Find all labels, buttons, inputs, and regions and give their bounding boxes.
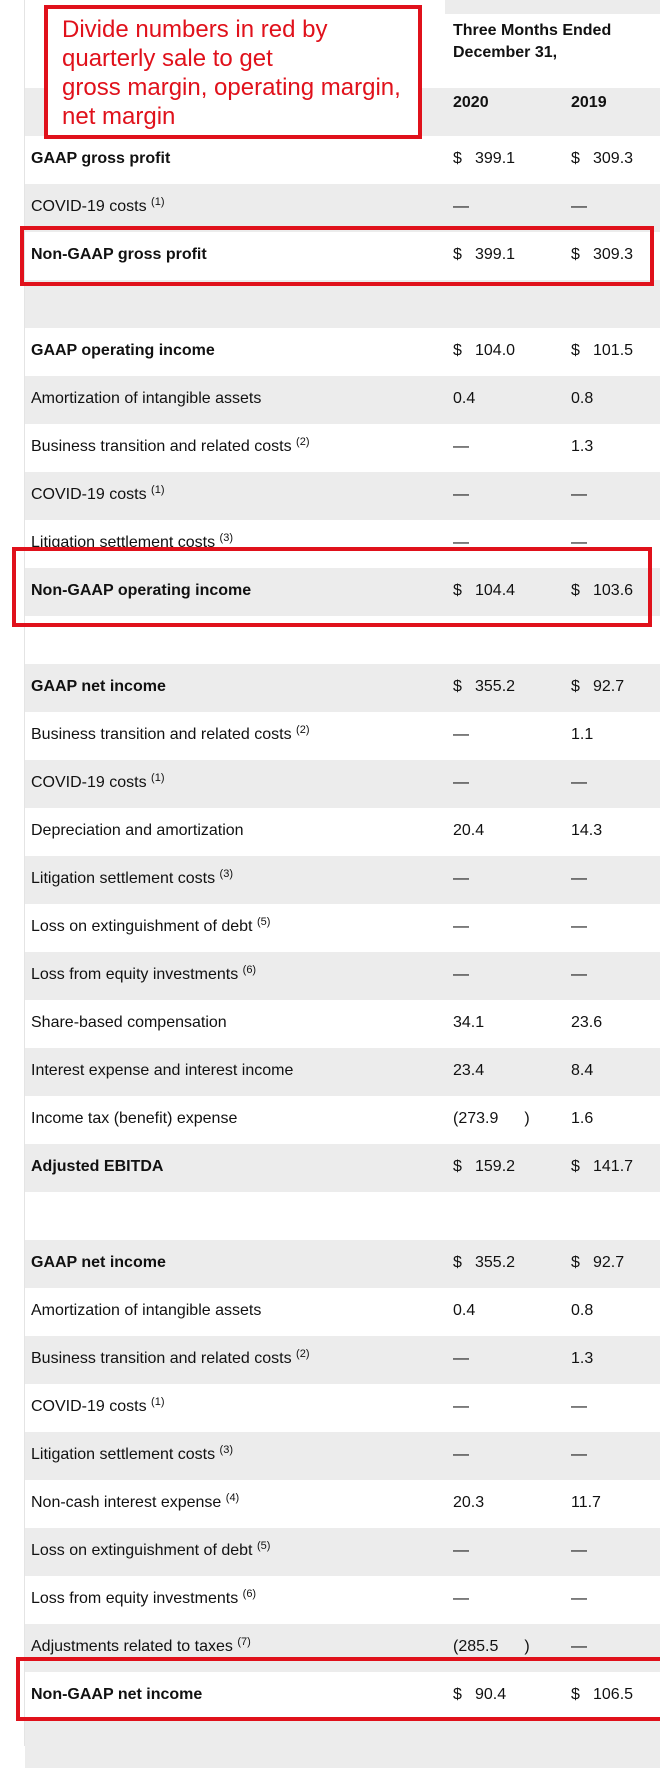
value-text: —: [453, 966, 469, 983]
value-2020: [453, 774, 469, 792]
value-text: 355.2: [475, 678, 516, 695]
row-label-text: Business transition and related costs: [31, 438, 292, 455]
value-text: 355.2: [475, 1254, 516, 1271]
value-2020: [453, 486, 469, 504]
row-label: [31, 1350, 310, 1368]
table-row: [25, 1528, 660, 1576]
footnote-ref: (3): [219, 532, 233, 544]
row-label: [31, 1062, 293, 1080]
table-row: [25, 1480, 660, 1528]
value-text: 0.4: [453, 1302, 476, 1319]
row-label-text: COVID-19 costs: [31, 486, 147, 503]
value-2020: [453, 966, 469, 984]
table-row: [25, 1096, 660, 1144]
table-row: [25, 424, 660, 472]
value-2019: [571, 1014, 602, 1032]
value-text: —: [453, 918, 469, 935]
row-label-text: Share-based compensation: [31, 1014, 227, 1031]
value-text: —: [453, 438, 469, 455]
value-2020: [453, 1110, 530, 1128]
row-label: [31, 918, 270, 936]
currency-symbol: $: [571, 246, 580, 263]
row-label: [31, 198, 165, 216]
table-row: [25, 1432, 660, 1480]
row-label: [31, 1542, 270, 1560]
value-text: 23.4: [453, 1062, 485, 1079]
row-label-text: Depreciation and amortization: [31, 822, 244, 839]
table-row: [25, 1192, 660, 1240]
currency-symbol: $: [453, 1158, 462, 1175]
value-2020: [453, 1542, 469, 1560]
table-row: [25, 808, 660, 856]
value-text: —: [571, 534, 587, 551]
year-2019-heading: 2019: [571, 94, 607, 111]
table-row: [25, 1720, 660, 1768]
row-label: [31, 1638, 251, 1656]
row-label-text: Amortization of intangible assets: [31, 390, 262, 407]
value-2020: [453, 678, 515, 696]
value-text: —: [453, 1398, 469, 1415]
value-text: 92.7: [593, 1254, 625, 1271]
value-2020: [453, 1638, 530, 1656]
row-label-text: GAAP net income: [31, 1254, 166, 1271]
value-2020: [453, 390, 475, 408]
value-text: 90.4: [475, 1686, 507, 1703]
value-2020: [453, 1062, 484, 1080]
row-label-text: GAAP operating income: [31, 342, 215, 359]
currency-symbol: $: [453, 150, 462, 167]
value-2019: [571, 1494, 601, 1512]
row-label: [31, 438, 310, 456]
value-text: 20.4: [453, 822, 485, 839]
currency-symbol: $: [571, 1254, 580, 1271]
table-row: [25, 952, 660, 1000]
table-row: [25, 1336, 660, 1384]
row-label-text: COVID-19 costs: [31, 774, 147, 791]
value-text: 1.3: [571, 438, 594, 455]
footnote-ref: (1): [151, 1396, 165, 1408]
table-row: [25, 1384, 660, 1432]
value-2020: [453, 1254, 515, 1272]
value-2019: [571, 1590, 587, 1608]
row-label: [31, 1590, 256, 1608]
value-text: (285.5: [453, 1638, 499, 1655]
value-text: —: [453, 1542, 469, 1559]
value-2019: [571, 1638, 587, 1656]
currency-symbol: $: [571, 582, 580, 599]
footnote-ref: (1): [151, 772, 165, 784]
value-text: 104.4: [475, 582, 516, 599]
table-row: [25, 1240, 660, 1288]
row-label: [31, 1302, 261, 1320]
table-row: [25, 856, 660, 904]
table-row: [25, 1576, 660, 1624]
row-label: [31, 486, 165, 504]
value-2019: [571, 1158, 633, 1176]
currency-symbol: $: [453, 342, 462, 359]
value-text: —: [571, 918, 587, 935]
currency-symbol: $: [453, 678, 462, 695]
row-label-text: Litigation settlement costs: [31, 1446, 216, 1463]
value-text: —: [453, 774, 469, 791]
value-2019: [571, 726, 593, 744]
value-text: 34.1: [453, 1014, 485, 1031]
row-label: [31, 870, 233, 888]
row-label: [31, 1398, 165, 1416]
value-text: —: [453, 198, 469, 215]
value-text: (273.9: [453, 1110, 499, 1127]
value-text: —: [571, 774, 587, 791]
annotation-box: [44, 5, 422, 139]
footnote-ref: (3): [219, 1444, 233, 1456]
value-text: 399.1: [475, 246, 516, 263]
row-label: [31, 822, 244, 840]
row-label-text: Litigation settlement costs: [31, 534, 216, 551]
row-label-text: Loss from equity investments: [31, 1590, 239, 1607]
value-2020: [453, 1014, 484, 1032]
footnote-ref: (2): [296, 436, 310, 448]
row-label: [31, 1158, 163, 1176]
currency-symbol: $: [571, 150, 580, 167]
table-row: [25, 1000, 660, 1048]
currency-symbol: $: [571, 1158, 580, 1175]
row-label-text: COVID-19 costs: [31, 1398, 147, 1415]
value-2020: [453, 1158, 515, 1176]
year-2020-heading: 2020: [453, 94, 489, 111]
value-2019: [571, 1446, 587, 1464]
footnote-ref: (4): [225, 1492, 240, 1504]
value-2020: [453, 342, 515, 360]
value-2019: [571, 1302, 593, 1320]
row-label: [31, 774, 165, 792]
value-text: 104.0: [475, 342, 516, 359]
value-text: 1.3: [571, 1350, 594, 1367]
value-2019: [571, 1062, 593, 1080]
row-label: [31, 1494, 239, 1512]
currency-symbol: $: [453, 246, 462, 263]
value-2019: [571, 390, 593, 408]
value-text: —: [453, 486, 469, 503]
value-text: —: [571, 1398, 587, 1415]
table-row: [25, 760, 660, 808]
value-text: 20.3: [453, 1494, 485, 1511]
value-2019: [571, 198, 587, 216]
value-text: 23.6: [571, 1014, 603, 1031]
row-label-text: Non-GAAP operating income: [31, 582, 252, 599]
row-label-text: Non-GAAP gross profit: [31, 246, 207, 263]
table-row: [25, 328, 660, 376]
table-row: [25, 904, 660, 952]
highlight-gross-profit: [20, 226, 654, 286]
value-2019: [571, 1254, 624, 1272]
row-label-text: GAAP gross profit: [31, 150, 171, 167]
value-text: 106.5: [593, 1686, 634, 1703]
table-row: [25, 664, 660, 712]
value-2019: [571, 486, 587, 504]
value-2019: [571, 870, 587, 888]
highlight-operating-income: [12, 547, 652, 627]
row-label: [31, 1254, 166, 1272]
table-row: [25, 376, 660, 424]
value-2020: [453, 1302, 475, 1320]
value-2019: [571, 150, 633, 168]
table-row: [25, 472, 660, 520]
value-2019: [571, 966, 587, 984]
value-2019: [571, 774, 587, 792]
row-label-text: GAAP net income: [31, 678, 166, 695]
currency-symbol: $: [571, 342, 580, 359]
row-label: [31, 1014, 227, 1032]
row-label-text: Loss on extinguishment of debt: [31, 918, 253, 935]
value-text: 309.3: [593, 150, 634, 167]
row-label: [31, 150, 170, 168]
footnote-ref: (6): [242, 1588, 257, 1600]
currency-symbol: $: [571, 1686, 580, 1703]
value-2020: [453, 726, 469, 744]
footnote-ref: (1): [151, 484, 165, 496]
value-text: 399.1: [475, 150, 516, 167]
table-row: [25, 136, 660, 184]
footnote-ref: (5): [256, 916, 271, 928]
value-text: —: [453, 1590, 469, 1607]
footnote-ref: (1): [151, 196, 165, 208]
value-text: —: [571, 1542, 587, 1559]
currency-symbol: $: [453, 1254, 462, 1271]
footnote-ref: (2): [296, 1348, 310, 1360]
row-label-text: Non-GAAP net income: [31, 1686, 203, 1703]
row-label-text: Litigation settlement costs: [31, 870, 216, 887]
value-text: —: [453, 870, 469, 887]
value-2019: [571, 918, 587, 936]
value-text: 0.4: [453, 390, 476, 407]
value-text: 103.6: [593, 582, 634, 599]
period-heading: Three Months Ended December 31,: [453, 22, 612, 61]
value-text: 14.3: [571, 822, 603, 839]
row-label-text: Interest expense and interest income: [31, 1062, 294, 1079]
value-text: 8.4: [571, 1062, 594, 1079]
value-text: 159.2: [475, 1158, 516, 1175]
value-2019: [571, 822, 602, 840]
table-row: [25, 280, 660, 328]
footnote-ref: (7): [237, 1636, 251, 1648]
footnote-ref: (6): [242, 964, 257, 976]
value-2019: [571, 1542, 587, 1560]
table-row: [25, 712, 660, 760]
annotation-text: Divide numbers in red by quarterly sale to get gross margin, operating margin, net margin: [62, 16, 401, 130]
value-2020: [453, 198, 469, 216]
value-text: —: [571, 1446, 587, 1463]
value-text: —: [453, 1350, 469, 1367]
row-label-text: Loss from equity investments: [31, 966, 239, 983]
value-text: —: [571, 870, 587, 887]
row-label: [31, 1446, 233, 1464]
value-text: 92.7: [593, 678, 625, 695]
row-label-text: Income tax (benefit) expense: [31, 1110, 238, 1127]
value-text: 11.7: [571, 1494, 601, 1511]
row-label: [31, 390, 261, 408]
value-2020: [453, 1398, 469, 1416]
value-2020: [453, 822, 484, 840]
value-2019: [571, 342, 633, 360]
value-2020: [453, 1494, 484, 1512]
row-label-text: Business transition and related costs: [31, 1350, 292, 1367]
closing-paren: ): [524, 1110, 530, 1127]
value-2020: [453, 1350, 469, 1368]
row-label-text: Loss on extinguishment of debt: [31, 1542, 253, 1559]
value-2020: [453, 1590, 469, 1608]
footnote-ref: (3): [219, 868, 233, 880]
row-label-text: Adjustments related to taxes: [31, 1638, 233, 1655]
value-text: 0.8: [571, 1302, 594, 1319]
row-label-text: Adjusted EBITDA: [31, 1158, 164, 1175]
footnote-ref: (5): [256, 1540, 271, 1552]
value-text: —: [571, 1590, 587, 1607]
value-text: 309.3: [593, 246, 634, 263]
value-text: —: [453, 534, 469, 551]
value-2019: [571, 678, 624, 696]
row-label-text: COVID-19 costs: [31, 198, 147, 215]
value-2019: [571, 438, 593, 456]
value-text: —: [453, 726, 469, 743]
row-label-text: Amortization of intangible assets: [31, 1302, 262, 1319]
footnote-ref: (2): [296, 724, 310, 736]
row-label-text: Non-cash interest expense: [31, 1494, 222, 1511]
table-row: [25, 1144, 660, 1192]
value-2020: [453, 150, 515, 168]
value-2019: [571, 1110, 593, 1128]
value-text: —: [571, 966, 587, 983]
row-label: [31, 966, 256, 984]
currency-symbol: $: [453, 1686, 462, 1703]
currency-symbol: $: [453, 582, 462, 599]
value-text: 1.6: [571, 1110, 594, 1127]
row-label: [31, 1110, 237, 1128]
value-2020: [453, 870, 469, 888]
value-text: 101.5: [593, 342, 634, 359]
value-text: —: [453, 1446, 469, 1463]
highlight-net-income: [16, 1657, 660, 1721]
value-text: 1.1: [571, 726, 594, 743]
closing-paren: ): [524, 1638, 530, 1655]
table-row: [25, 1288, 660, 1336]
value-2020: [453, 1446, 469, 1464]
table-row: [25, 1048, 660, 1096]
value-text: 141.7: [593, 1158, 634, 1175]
value-text: —: [571, 1638, 587, 1655]
value-2019: [571, 1350, 593, 1368]
value-2019: [571, 1398, 587, 1416]
row-label-text: Business transition and related costs: [31, 726, 292, 743]
value-text: —: [571, 198, 587, 215]
row-label: [31, 342, 215, 360]
value-2020: [453, 438, 469, 456]
value-text: —: [571, 486, 587, 503]
currency-symbol: $: [571, 678, 580, 695]
row-label: [31, 678, 166, 696]
value-2020: [453, 918, 469, 936]
row-label: [31, 726, 310, 744]
value-text: 0.8: [571, 390, 594, 407]
table-row: [25, 184, 660, 232]
